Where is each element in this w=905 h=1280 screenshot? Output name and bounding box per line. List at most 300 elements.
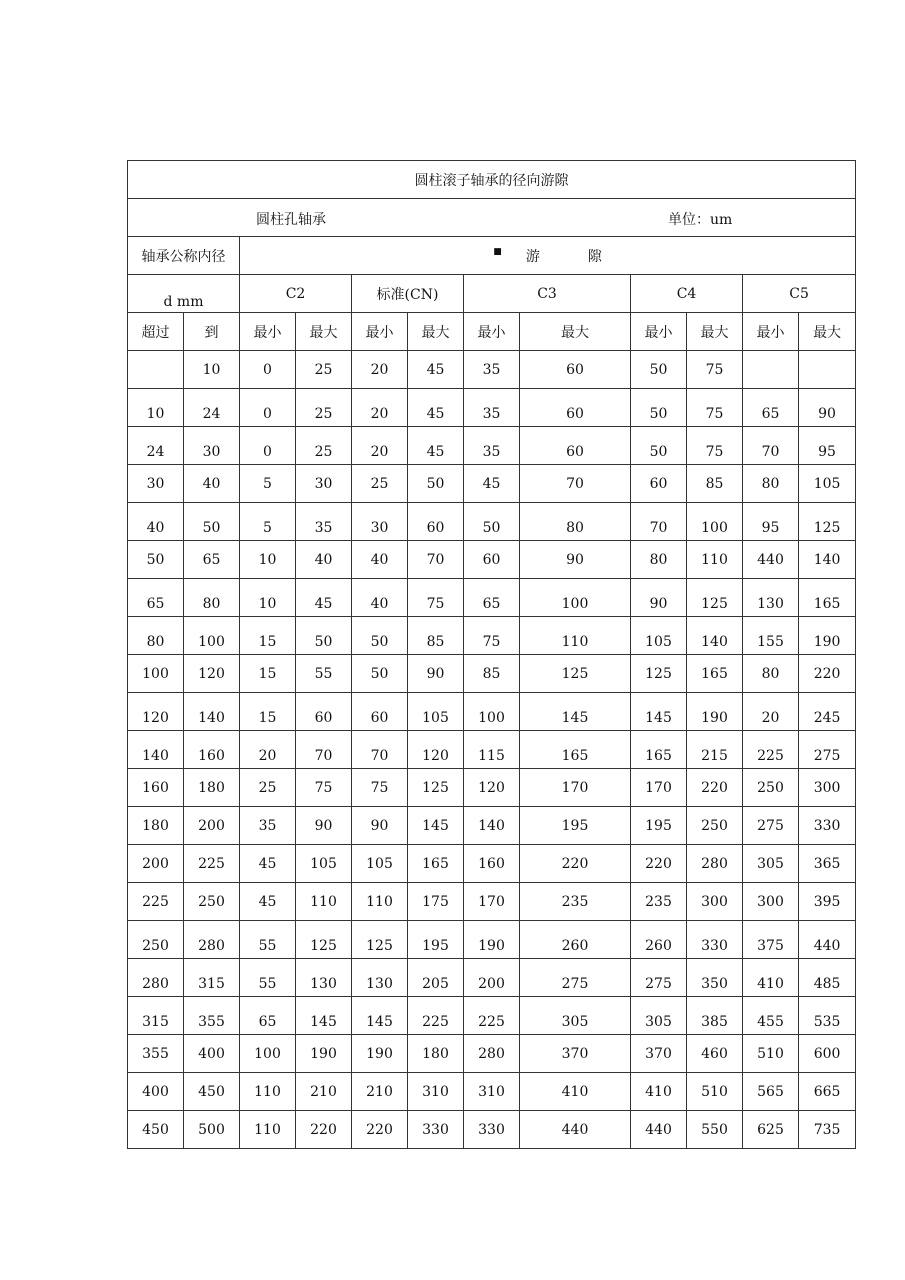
cell-c3max: 275 bbox=[520, 959, 631, 997]
col-c3-max: 最大 bbox=[520, 313, 631, 351]
table-row bbox=[128, 807, 856, 845]
cell-c3max: 60 bbox=[520, 427, 631, 465]
cell-over: 450 bbox=[128, 1111, 184, 1149]
cell-cnmax: 105 bbox=[408, 693, 464, 731]
bullet-icon: ■ bbox=[493, 246, 502, 257]
cell-c4min: 370 bbox=[631, 1035, 687, 1073]
cell-c3max: 440 bbox=[520, 1111, 631, 1149]
table-row bbox=[128, 921, 856, 959]
table-row bbox=[128, 1073, 856, 1111]
cell-cnmax: 75 bbox=[408, 579, 464, 617]
table-row bbox=[128, 503, 856, 541]
cell-c2max: 130 bbox=[296, 959, 352, 997]
col-to: 到 bbox=[184, 313, 240, 351]
cell-c2min: 55 bbox=[240, 959, 296, 997]
cell-cnmax: 125 bbox=[408, 769, 464, 807]
cell-c5min: 130 bbox=[743, 579, 799, 617]
cell-c5max bbox=[799, 351, 856, 389]
cell-c2max: 45 bbox=[296, 579, 352, 617]
cell-to: 140 bbox=[184, 693, 240, 731]
cell-c5min: 305 bbox=[743, 845, 799, 883]
cell-to: 280 bbox=[184, 921, 240, 959]
cell-over: 280 bbox=[128, 959, 184, 997]
cell-c3min: 45 bbox=[464, 465, 520, 503]
col-c2-min: 最小 bbox=[240, 313, 296, 351]
cell-c5max: 440 bbox=[799, 921, 856, 959]
cell-cnmax: 85 bbox=[408, 617, 464, 655]
cell-cnmin: 145 bbox=[352, 997, 408, 1035]
cell-c5max: 245 bbox=[799, 693, 856, 731]
cell-c4max: 510 bbox=[687, 1073, 743, 1111]
table-row bbox=[128, 959, 856, 997]
table-row bbox=[128, 693, 856, 731]
col-cn-min: 最小 bbox=[352, 313, 408, 351]
cell-cnmin: 25 bbox=[352, 465, 408, 503]
header-row-2 bbox=[128, 275, 856, 313]
cell-c4max: 75 bbox=[687, 427, 743, 465]
cell-cnmax: 180 bbox=[408, 1035, 464, 1073]
cell-cnmin: 20 bbox=[352, 389, 408, 427]
cell-c3max: 70 bbox=[520, 465, 631, 503]
table-row bbox=[128, 465, 856, 503]
cell-to: 40 bbox=[184, 465, 240, 503]
cell-c5max: 735 bbox=[799, 1111, 856, 1149]
cell-c2max: 50 bbox=[296, 617, 352, 655]
cell-c2max: 110 bbox=[296, 883, 352, 921]
cell-c2max: 90 bbox=[296, 807, 352, 845]
cell-c4max: 350 bbox=[687, 959, 743, 997]
cell-c5max: 95 bbox=[799, 427, 856, 465]
cell-c3max: 90 bbox=[520, 541, 631, 579]
cell-cnmin: 20 bbox=[352, 351, 408, 389]
cell-to: 80 bbox=[184, 579, 240, 617]
cell-c5min: 80 bbox=[743, 655, 799, 693]
table-row bbox=[128, 845, 856, 883]
cell-to: 120 bbox=[184, 655, 240, 693]
col-c5-min: 最小 bbox=[743, 313, 799, 351]
cell-c5min: 95 bbox=[743, 503, 799, 541]
table-row bbox=[128, 541, 856, 579]
table-row bbox=[128, 883, 856, 921]
cell-c3min: 35 bbox=[464, 389, 520, 427]
cell-over: 355 bbox=[128, 1035, 184, 1073]
cell-cnmin: 70 bbox=[352, 731, 408, 769]
cell-c3max: 165 bbox=[520, 731, 631, 769]
cell-cnmin: 75 bbox=[352, 769, 408, 807]
cell-c5min: 565 bbox=[743, 1073, 799, 1111]
cell-c2min: 45 bbox=[240, 883, 296, 921]
cell-to: 315 bbox=[184, 959, 240, 997]
unit-label: 单位：um bbox=[668, 211, 733, 228]
col-c5-max: 最大 bbox=[799, 313, 856, 351]
cell-c5min bbox=[743, 351, 799, 389]
cell-cnmax: 120 bbox=[408, 731, 464, 769]
cell-cnmax: 60 bbox=[408, 503, 464, 541]
cell-c3min: 120 bbox=[464, 769, 520, 807]
cell-c3min: 190 bbox=[464, 921, 520, 959]
table-row bbox=[128, 1111, 856, 1149]
cell-c4max: 385 bbox=[687, 997, 743, 1035]
cell-c4min: 50 bbox=[631, 427, 687, 465]
group-c2: C2 bbox=[240, 275, 352, 313]
col-cn-max: 最大 bbox=[408, 313, 464, 351]
cell-c2max: 35 bbox=[296, 503, 352, 541]
cell-c3min: 225 bbox=[464, 997, 520, 1035]
cell-cnmax: 45 bbox=[408, 389, 464, 427]
cell-c4max: 165 bbox=[687, 655, 743, 693]
table-row bbox=[128, 427, 856, 465]
cell-cnmax: 205 bbox=[408, 959, 464, 997]
table-row bbox=[128, 351, 856, 389]
cell-to: 450 bbox=[184, 1073, 240, 1111]
cell-c2max: 40 bbox=[296, 541, 352, 579]
cell-to: 180 bbox=[184, 769, 240, 807]
cell-c5min: 275 bbox=[743, 807, 799, 845]
cell-c3max: 60 bbox=[520, 351, 631, 389]
cell-cnmax: 45 bbox=[408, 427, 464, 465]
cell-c5min: 65 bbox=[743, 389, 799, 427]
cell-c2max: 145 bbox=[296, 997, 352, 1035]
cell-c4min: 125 bbox=[631, 655, 687, 693]
cell-c2max: 30 bbox=[296, 465, 352, 503]
group-c4: C4 bbox=[631, 275, 743, 313]
cell-c2min: 15 bbox=[240, 655, 296, 693]
group-c3: C3 bbox=[464, 275, 631, 313]
cell-c2min: 5 bbox=[240, 465, 296, 503]
cell-c4max: 100 bbox=[687, 503, 743, 541]
cell-c5min: 80 bbox=[743, 465, 799, 503]
table-row bbox=[128, 389, 856, 427]
cell-cnmin: 125 bbox=[352, 921, 408, 959]
cell-c2max: 25 bbox=[296, 351, 352, 389]
cell-over: 10 bbox=[128, 389, 184, 427]
cell-c4max: 110 bbox=[687, 541, 743, 579]
cell-c5min: 155 bbox=[743, 617, 799, 655]
cell-cnmin: 20 bbox=[352, 427, 408, 465]
cell-c2min: 10 bbox=[240, 541, 296, 579]
cell-c3min: 75 bbox=[464, 617, 520, 655]
cell-c3max: 370 bbox=[520, 1035, 631, 1073]
cell-over: 140 bbox=[128, 731, 184, 769]
cell-cnmax: 145 bbox=[408, 807, 464, 845]
cell-to: 400 bbox=[184, 1035, 240, 1073]
cell-c3min: 170 bbox=[464, 883, 520, 921]
cell-c2min: 15 bbox=[240, 693, 296, 731]
cell-c3max: 110 bbox=[520, 617, 631, 655]
cell-to: 24 bbox=[184, 389, 240, 427]
cell-c4min: 410 bbox=[631, 1073, 687, 1111]
cell-cnmin: 50 bbox=[352, 655, 408, 693]
cell-over: 100 bbox=[128, 655, 184, 693]
cell-c4max: 140 bbox=[687, 617, 743, 655]
cell-c4min: 440 bbox=[631, 1111, 687, 1149]
cell-c5max: 190 bbox=[799, 617, 856, 655]
cell-c4max: 125 bbox=[687, 579, 743, 617]
cell-cnmin: 60 bbox=[352, 693, 408, 731]
cell-c2min: 55 bbox=[240, 921, 296, 959]
cell-c3min: 60 bbox=[464, 541, 520, 579]
cell-c4max: 190 bbox=[687, 693, 743, 731]
header-row-1 bbox=[128, 237, 856, 275]
cell-c5min: 375 bbox=[743, 921, 799, 959]
cell-c3max: 305 bbox=[520, 997, 631, 1035]
cell-cnmax: 90 bbox=[408, 655, 464, 693]
cell-c5max: 665 bbox=[799, 1073, 856, 1111]
cell-c3max: 220 bbox=[520, 845, 631, 883]
cell-c2max: 125 bbox=[296, 921, 352, 959]
cell-c5min: 455 bbox=[743, 997, 799, 1035]
cell-over: 50 bbox=[128, 541, 184, 579]
cell-c2min: 20 bbox=[240, 731, 296, 769]
col-over: 超过 bbox=[128, 313, 184, 351]
cell-cnmax: 50 bbox=[408, 465, 464, 503]
cell-over: 225 bbox=[128, 883, 184, 921]
cell-to: 200 bbox=[184, 807, 240, 845]
cell-to: 100 bbox=[184, 617, 240, 655]
cell-c2max: 70 bbox=[296, 731, 352, 769]
cell-c2min: 10 bbox=[240, 579, 296, 617]
cell-cnmax: 330 bbox=[408, 1111, 464, 1149]
table-row bbox=[128, 997, 856, 1035]
cell-c4min: 145 bbox=[631, 693, 687, 731]
cell-c3max: 145 bbox=[520, 693, 631, 731]
cell-c4min: 170 bbox=[631, 769, 687, 807]
cell-c2min: 100 bbox=[240, 1035, 296, 1073]
cell-to: 30 bbox=[184, 427, 240, 465]
cell-c2min: 110 bbox=[240, 1073, 296, 1111]
table-row bbox=[128, 1035, 856, 1073]
cell-c2max: 190 bbox=[296, 1035, 352, 1073]
cell-c3min: 115 bbox=[464, 731, 520, 769]
group-c5: C5 bbox=[743, 275, 856, 313]
bore-diameter-label: 轴承公称内径 bbox=[128, 237, 240, 275]
cell-c5max: 90 bbox=[799, 389, 856, 427]
header-row-3 bbox=[128, 313, 856, 351]
cell-c4min: 50 bbox=[631, 351, 687, 389]
cell-c5min: 625 bbox=[743, 1111, 799, 1149]
cell-c5max: 220 bbox=[799, 655, 856, 693]
cell-c5min: 250 bbox=[743, 769, 799, 807]
cell-c4max: 215 bbox=[687, 731, 743, 769]
table-row bbox=[128, 731, 856, 769]
cell-c2min: 0 bbox=[240, 427, 296, 465]
cell-to: 160 bbox=[184, 731, 240, 769]
cell-cnmin: 40 bbox=[352, 579, 408, 617]
cell-c5max: 105 bbox=[799, 465, 856, 503]
cell-c2min: 0 bbox=[240, 389, 296, 427]
cell-c2min: 35 bbox=[240, 807, 296, 845]
cell-c3min: 330 bbox=[464, 1111, 520, 1149]
cell-cnmin: 130 bbox=[352, 959, 408, 997]
cell-c3min: 50 bbox=[464, 503, 520, 541]
cell-cnmin: 220 bbox=[352, 1111, 408, 1149]
cell-c2max: 105 bbox=[296, 845, 352, 883]
cell-c2max: 25 bbox=[296, 427, 352, 465]
cell-over: 400 bbox=[128, 1073, 184, 1111]
cell-c2max: 55 bbox=[296, 655, 352, 693]
cell-c5min: 440 bbox=[743, 541, 799, 579]
subtitle-row bbox=[128, 199, 856, 237]
cell-c3max: 195 bbox=[520, 807, 631, 845]
table-row bbox=[128, 655, 856, 693]
cell-c3min: 280 bbox=[464, 1035, 520, 1073]
cell-over: 80 bbox=[128, 617, 184, 655]
cell-c3max: 170 bbox=[520, 769, 631, 807]
cell-c2min: 25 bbox=[240, 769, 296, 807]
cell-c5min: 70 bbox=[743, 427, 799, 465]
cell-c5max: 275 bbox=[799, 731, 856, 769]
cell-c5min: 300 bbox=[743, 883, 799, 921]
cell-c4min: 260 bbox=[631, 921, 687, 959]
col-c4-max: 最大 bbox=[687, 313, 743, 351]
cell-c4min: 80 bbox=[631, 541, 687, 579]
cell-cnmax: 70 bbox=[408, 541, 464, 579]
cell-c2min: 65 bbox=[240, 997, 296, 1035]
cell-c3max: 60 bbox=[520, 389, 631, 427]
cell-c4max: 85 bbox=[687, 465, 743, 503]
cell-c2max: 220 bbox=[296, 1111, 352, 1149]
cell-c3min: 100 bbox=[464, 693, 520, 731]
cell-c3max: 260 bbox=[520, 921, 631, 959]
cell-cnmin: 90 bbox=[352, 807, 408, 845]
cell-c3min: 160 bbox=[464, 845, 520, 883]
cell-c4max: 460 bbox=[687, 1035, 743, 1073]
cell-over: 24 bbox=[128, 427, 184, 465]
title-row bbox=[128, 161, 856, 199]
d-mm-label: d mm bbox=[128, 275, 240, 313]
cell-to: 355 bbox=[184, 997, 240, 1035]
cell-cnmin: 40 bbox=[352, 541, 408, 579]
cell-c3min: 35 bbox=[464, 427, 520, 465]
cell-c5min: 225 bbox=[743, 731, 799, 769]
cell-over: 160 bbox=[128, 769, 184, 807]
bore-type-label: 圆柱孔轴承 bbox=[256, 211, 326, 228]
cell-to: 225 bbox=[184, 845, 240, 883]
cell-c2max: 25 bbox=[296, 389, 352, 427]
group-cn: 标准(CN) bbox=[352, 275, 464, 313]
cell-c4max: 330 bbox=[687, 921, 743, 959]
cell-c4min: 90 bbox=[631, 579, 687, 617]
cell-c5max: 165 bbox=[799, 579, 856, 617]
document bbox=[127, 160, 855, 1149]
cell-c2min: 5 bbox=[240, 503, 296, 541]
cell-to: 250 bbox=[184, 883, 240, 921]
cell-over: 30 bbox=[128, 465, 184, 503]
cell-c4max: 280 bbox=[687, 845, 743, 883]
table-title: 圆柱滚子轴承的径向游隙 bbox=[128, 161, 856, 199]
cell-c3min: 200 bbox=[464, 959, 520, 997]
cell-c5max: 300 bbox=[799, 769, 856, 807]
cell-c3max: 100 bbox=[520, 579, 631, 617]
col-c4-min: 最小 bbox=[631, 313, 687, 351]
cell-c4max: 75 bbox=[687, 389, 743, 427]
cell-over: 250 bbox=[128, 921, 184, 959]
cell-c3min: 310 bbox=[464, 1073, 520, 1111]
cell-to: 50 bbox=[184, 503, 240, 541]
cell-c4min: 105 bbox=[631, 617, 687, 655]
cell-cnmin: 190 bbox=[352, 1035, 408, 1073]
cell-c4min: 70 bbox=[631, 503, 687, 541]
cell-c4max: 250 bbox=[687, 807, 743, 845]
cell-over: 180 bbox=[128, 807, 184, 845]
cell-c2max: 60 bbox=[296, 693, 352, 731]
cell-over: 40 bbox=[128, 503, 184, 541]
cell-cnmax: 225 bbox=[408, 997, 464, 1035]
cell-over: 315 bbox=[128, 997, 184, 1035]
col-c2-max: 最大 bbox=[296, 313, 352, 351]
cell-c4min: 165 bbox=[631, 731, 687, 769]
cell-c5max: 140 bbox=[799, 541, 856, 579]
cell-over bbox=[128, 351, 184, 389]
cell-cnmax: 195 bbox=[408, 921, 464, 959]
cell-c2min: 45 bbox=[240, 845, 296, 883]
cell-c4max: 550 bbox=[687, 1111, 743, 1149]
cell-cnmax: 165 bbox=[408, 845, 464, 883]
cell-c5max: 535 bbox=[799, 997, 856, 1035]
cell-c2max: 75 bbox=[296, 769, 352, 807]
cell-c2min: 110 bbox=[240, 1111, 296, 1149]
cell-c3max: 235 bbox=[520, 883, 631, 921]
cell-c3min: 140 bbox=[464, 807, 520, 845]
table-row bbox=[128, 617, 856, 655]
cell-c4min: 50 bbox=[631, 389, 687, 427]
cell-c5max: 365 bbox=[799, 845, 856, 883]
cell-c2max: 210 bbox=[296, 1073, 352, 1111]
cell-c3min: 85 bbox=[464, 655, 520, 693]
cell-to: 65 bbox=[184, 541, 240, 579]
cell-c5max: 395 bbox=[799, 883, 856, 921]
cell-c4min: 60 bbox=[631, 465, 687, 503]
cell-c4min: 220 bbox=[631, 845, 687, 883]
cell-cnmin: 105 bbox=[352, 845, 408, 883]
cell-c4max: 75 bbox=[687, 351, 743, 389]
cell-c4min: 275 bbox=[631, 959, 687, 997]
cell-cnmin: 210 bbox=[352, 1073, 408, 1111]
cell-to: 10 bbox=[184, 351, 240, 389]
cell-c5min: 510 bbox=[743, 1035, 799, 1073]
cell-c3max: 125 bbox=[520, 655, 631, 693]
cell-over: 65 bbox=[128, 579, 184, 617]
cell-c2min: 15 bbox=[240, 617, 296, 655]
cell-c5max: 485 bbox=[799, 959, 856, 997]
cell-cnmax: 310 bbox=[408, 1073, 464, 1111]
cell-c4min: 235 bbox=[631, 883, 687, 921]
cell-c3min: 35 bbox=[464, 351, 520, 389]
col-c3-min: 最小 bbox=[464, 313, 520, 351]
cell-c3min: 65 bbox=[464, 579, 520, 617]
cell-c5min: 410 bbox=[743, 959, 799, 997]
cell-cnmax: 45 bbox=[408, 351, 464, 389]
cell-cnmin: 50 bbox=[352, 617, 408, 655]
table-row bbox=[128, 579, 856, 617]
cell-c4min: 305 bbox=[631, 997, 687, 1035]
cell-c3max: 410 bbox=[520, 1073, 631, 1111]
cell-c3max: 80 bbox=[520, 503, 631, 541]
cell-c5max: 125 bbox=[799, 503, 856, 541]
cell-c4max: 220 bbox=[687, 769, 743, 807]
cell-over: 200 bbox=[128, 845, 184, 883]
cell-over: 120 bbox=[128, 693, 184, 731]
cell-cnmax: 175 bbox=[408, 883, 464, 921]
table-row bbox=[128, 769, 856, 807]
cell-c4min: 195 bbox=[631, 807, 687, 845]
cell-to: 500 bbox=[184, 1111, 240, 1149]
cell-cnmin: 30 bbox=[352, 503, 408, 541]
cell-c4max: 300 bbox=[687, 883, 743, 921]
cell-c2min: 0 bbox=[240, 351, 296, 389]
cell-cnmin: 110 bbox=[352, 883, 408, 921]
cell-c5min: 20 bbox=[743, 693, 799, 731]
